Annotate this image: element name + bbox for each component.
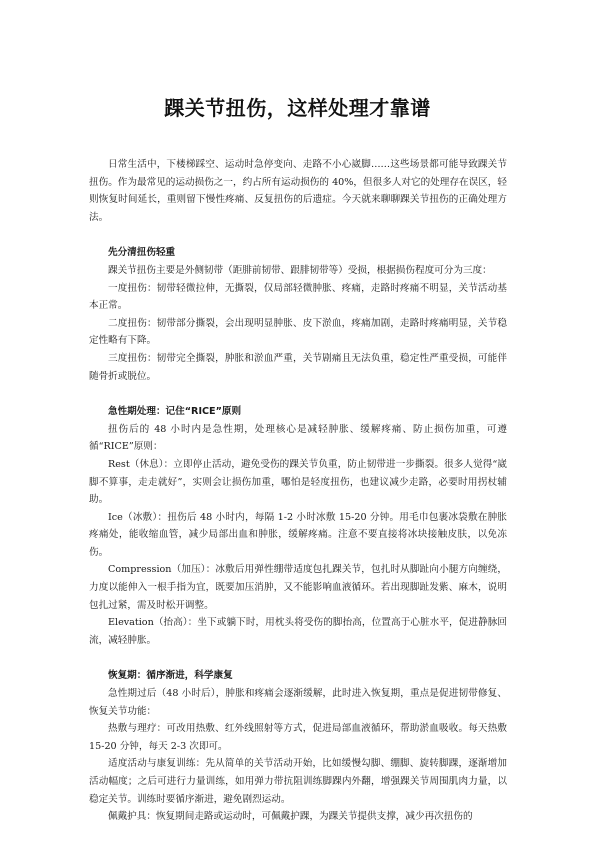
section-recovery	[89, 667, 507, 825]
paragraph: 扭伤后的 48 小时内是急性期，处理核心是减轻肿胀、缓解疼痛、防止损伤加重，可遵循“RICE”原则：	[89, 423, 507, 453]
document-title: 踝关节扭伤，这样处理才靠谱	[164, 96, 431, 120]
paragraph: 热敷与理疗：可改用热敷、红外线照射等方式，促进局部血液循环，帮助淤血吸收。每天热敷 15-20 分钟，每天 2-3 次即可。	[89, 723, 507, 752]
paragraph: 急性期过后（48 小时后），肿胀和疼痛会逐渐缓解，此时进入恢复期，重点是促进韧带修复、恢复关节功能：	[89, 688, 507, 717]
section-heading: 先分清扭伤轻重	[108, 247, 176, 259]
section-heading: 急性期处理：记住“RICE”原则	[108, 406, 242, 418]
section-acute	[89, 403, 507, 649]
paragraph: 佩戴护具：恢复期间走路或运动时，可佩戴护踝，为踝关节提供支撑，减少再次扭伤的	[108, 811, 473, 823]
section-heading: 恢复期：循序渐进，科学康复	[108, 670, 233, 682]
intro-paragraph: 日常生活中，下楼梯踩空、运动时急停变向、走路不小心崴脚……这些场景都可能导致踝关节扭伤。作为最常见的运动损伤之一，约占所有运动损伤的 40%，但很多人对它的处理存在误区，轻则恢复时间延长，重则留下慢性疼痛、反复扭伤的后遗症。今天就来聊聊踝关节扭伤的正确处理方法。	[89, 159, 507, 223]
paragraph: Compression（加压）：冰敷后用弹性绷带适度包扎踝关节，包扎时从脚趾向小腿方向缠绕，力度以能伸入一根手指为宜，既要加压消肿，又不能影响血液循环。若出现脚趾发紫、麻木，说明包扎过紧，需及时松开调整。	[89, 564, 507, 611]
paragraph: 三度扭伤：韧带完全撕裂，肿胀和淤血严重，关节剧痛且无法负重，稳定性严重受损，可能伴随骨折或脱位。	[89, 352, 507, 382]
paragraph: 适度活动与康复训练：先从简单的关节活动开始，比如缓慢勾脚、绷脚、旋转脚踝，逐渐增加活动幅度；之后可进行力量训练，如用弹力带抗阻训练脚踝内外翻，增强踝关节周围肌肉力量，以稳定关节。训练时要循序渐进，避免剧烈运动。	[89, 758, 507, 805]
document-body	[89, 156, 507, 826]
paragraph: 一度扭伤：韧带轻微拉伸，无撕裂，仅局部轻微肿胀、疼痛，走路时疼痛不明显，关节活动基本正常。	[89, 282, 507, 312]
paragraph: 二度扭伤：韧带部分撕裂，会出现明显肿胀、皮下淤血，疼痛加剧，走路时疼痛明显，关节稳定性略有下降。	[89, 317, 507, 347]
paragraph: Rest（休息）：立即停止活动，避免受伤的踝关节负重，防止韧带进一步撕裂。很多人觉得“崴脚不算事，走走就好”，实则会让损伤加重，哪怕是轻度扭伤，也建议减少走路，必要时用拐杖辅助。	[89, 458, 507, 506]
paragraph: 踝关节扭伤主要是外侧韧带（距腓前韧带、跟腓韧带等）受损，根据损伤程度可分为三度：	[108, 264, 492, 276]
paragraph: Elevation（抬高）：坐下或躺下时，用枕头将受伤的脚抬高，位置高于心脏水平，促进静脉回流，减轻肿胀。	[89, 617, 507, 646]
section-severity	[89, 244, 507, 385]
paragraph: Ice（冰敷）：扭伤后 48 小时内，每隔 1-2 小时冰敷 15-20 分钟。用毛巾包裹冰袋敷在肿胀疼痛处，能收缩血管，减少局部出血和肿胀，缓解疼痛。注意不要直接将冰块接触皮肤，以免冻伤。	[89, 511, 507, 558]
